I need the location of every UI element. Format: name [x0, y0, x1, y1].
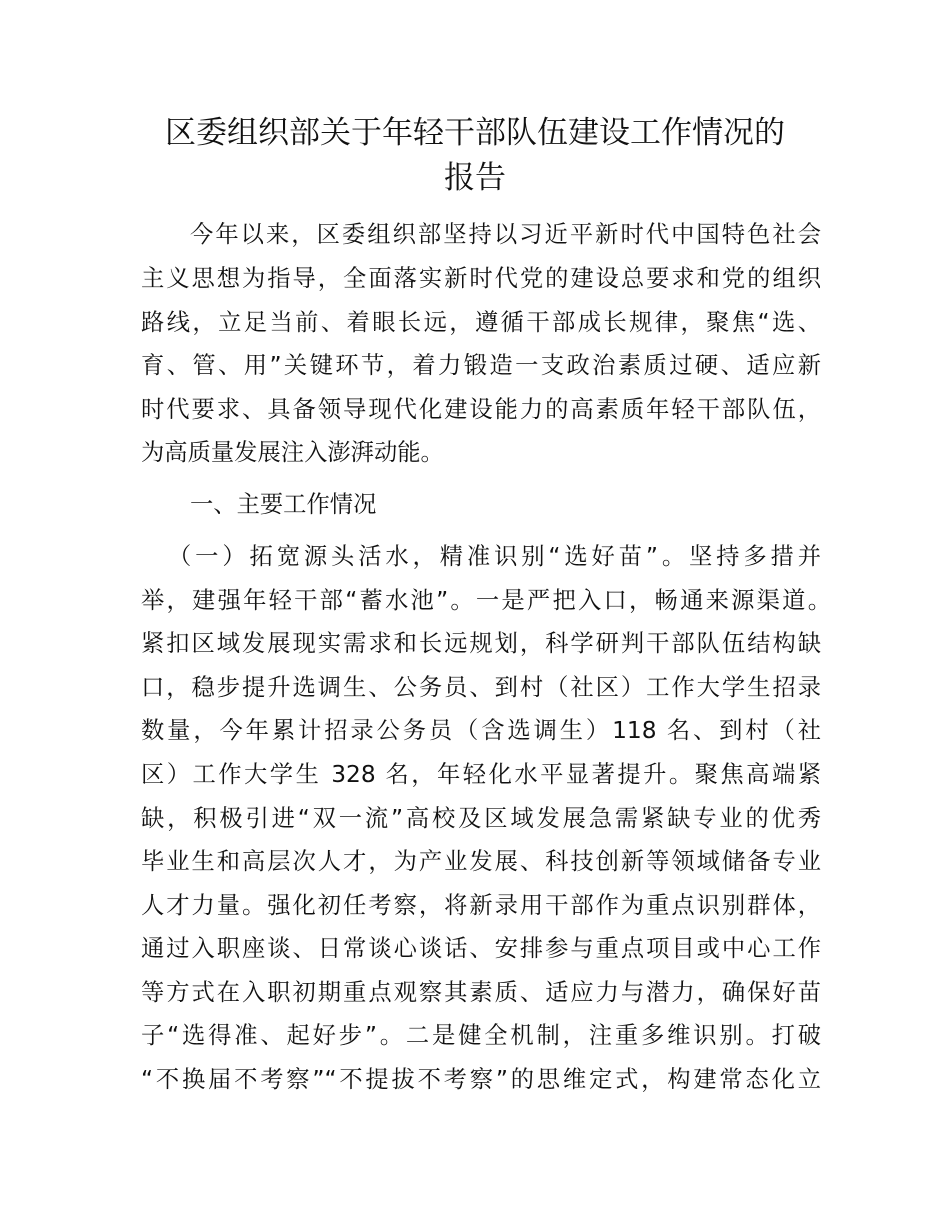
subsection-line: 毕业生和高层次人才，为产业发展、科技创新等领域储备专业	[141, 848, 821, 875]
subsection-line: 子“选得准、起好步”。二是健全机制，注重多维识别。打破	[141, 1022, 821, 1049]
subsection-line: “不换届不考察”“不提拔不考察”的思维定式，构建常态化立	[141, 1066, 821, 1093]
subsection-line: （一）拓宽源头活水，精准识别“选好苗”。坚持多措并	[168, 543, 821, 570]
intro-line: 时代要求、具备领导现代化建设能力的高素质年轻干部队伍，	[141, 396, 821, 423]
intro-line: 今年以来，区委组织部坚持以习近平新时代中国特色社会	[190, 221, 821, 248]
section-heading: 一、主要工作情况	[190, 491, 377, 518]
subsection-line: 数量，今年累计招录公务员（含选调生）118 名、到村（社	[141, 717, 821, 744]
subsection-line: 缺，积极引进“双一流”高校及区域发展急需紧缺专业的优秀	[141, 805, 821, 832]
subsection-line: 紧扣区域发展现实需求和长远规划，科学研判干部队伍结构缺	[141, 630, 821, 657]
document-title-line-1: 区委组织部关于年轻干部队伍建设工作情况的	[165, 115, 785, 151]
intro-line: 为高质量发展注入澎湃动能。	[141, 439, 444, 466]
intro-line: 育、管、用”关键环节，着力锻造一支政治素质过硬、适应新	[141, 352, 821, 379]
subsection-line: 区）工作大学生 328 名，年轻化水平显著提升。聚焦高端紧	[141, 761, 821, 788]
document-title-line-2: 报告	[444, 160, 506, 196]
subsection-line: 通过入职座谈、日常谈心谈话、安排参与重点项目或中心工作	[141, 935, 821, 962]
subsection-line: 人才力量。强化初任考察，将新录用干部作为重点识别群体，	[141, 892, 821, 919]
subsection-line: 举，建强年轻干部“蓄水池”。一是严把入口，畅通来源渠道。	[141, 587, 831, 614]
subsection-line: 等方式在入职初期重点观察其素质、适应力与潜力，确保好苗	[141, 979, 821, 1006]
intro-line: 主义思想为指导，全面落实新时代党的建设总要求和党的组织	[141, 265, 821, 292]
intro-line: 路线，立足当前、着眼长远，遵循干部成长规律，聚焦“选、	[141, 309, 821, 336]
subsection-line: 口，稳步提升选调生、公务员、到村（社区）工作大学生招录	[141, 674, 821, 701]
